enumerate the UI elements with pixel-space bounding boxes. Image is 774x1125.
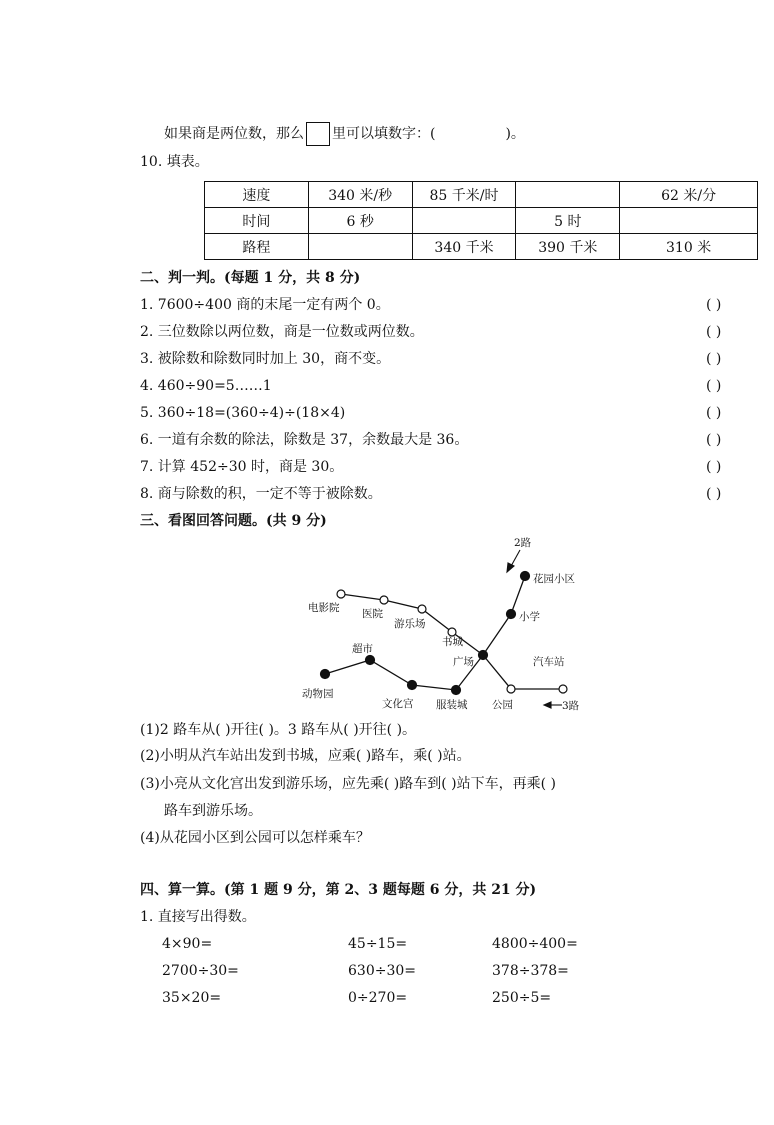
bus-route-map (290, 528, 610, 718)
table-cell: 62 米/分 (620, 182, 758, 208)
map-label-dongwuyuan: 动物园 (302, 688, 334, 700)
map-label-wenhuagong: 文化宫 (382, 698, 414, 710)
section-3-title: 三、看图回答问题。(共 9 分) (140, 513, 327, 529)
calc-item: 35×20= (162, 990, 222, 1006)
map-label-shucheng: 书城 (442, 636, 463, 648)
calc-item: 4×90= (162, 936, 213, 952)
table-cell: 340 千米 (412, 234, 516, 260)
stop-dongwuyuan (321, 670, 330, 679)
judge-answer-1[interactable]: ( ) (706, 297, 722, 313)
calc-item: 250÷5= (492, 990, 552, 1006)
calc-item: 378÷378= (492, 963, 569, 979)
judge-item-7: 7. 计算 452÷30 时，商是 30。 (140, 459, 344, 475)
judge-item-6: 6. 一道有余数的除法，除数是 37，余数最大是 36。 (140, 432, 469, 448)
calc-subtitle: 1. 直接写出得数。 (140, 909, 256, 925)
map-label-yiyuan: 医院 (362, 608, 383, 620)
map-label-guangchang: 广场 (453, 656, 474, 668)
judge-item-2: 2. 三位数除以两位数，商是一位数或两位数。 (140, 324, 424, 340)
q9-text-before: 如果商是两位数，那么 (164, 126, 304, 142)
calc-item: 630÷30= (348, 963, 416, 979)
table-cell: 340 米/秒 (308, 182, 412, 208)
calc-item: 45÷15= (348, 936, 408, 952)
stop-wenhuagong (408, 681, 417, 690)
table-cell: 5 时 (516, 208, 620, 234)
calc-item: 2700÷30= (162, 963, 239, 979)
map-question-1: (1)2 路车从( )开往( )。3 路车从( )开往( )。 (140, 722, 417, 738)
table-row (205, 234, 758, 260)
judge-item-3: 3. 被除数和除数同时加上 30，商不变。 (140, 351, 391, 367)
map-label-huayuan: 花园小区 (533, 573, 575, 585)
q9-line (164, 122, 525, 146)
route-2-arrowhead-icon (507, 563, 514, 572)
table-row (205, 208, 758, 234)
judge-answer-3[interactable]: ( ) (706, 351, 722, 367)
judge-answer-7[interactable]: ( ) (706, 459, 722, 475)
map-label-xiaoxue: 小学 (519, 611, 540, 623)
judge-answer-8[interactable]: ( ) (706, 486, 722, 502)
q9-text-after: 里可以填数字：( (332, 126, 436, 142)
table-cell: 85 千米/时 (412, 182, 516, 208)
stop-yiyuan (380, 596, 388, 604)
calc-item: 0÷270= (348, 990, 408, 1006)
map-label-qichezhan: 汽车站 (533, 656, 565, 668)
map-question-3: (3)小亮从文化宫出发到游乐场，应先乘( )路车到( )站下车，再乘( ) (140, 776, 556, 792)
judge-item-4: 4. 460÷90=5……1 (140, 378, 272, 394)
table-cell-blank[interactable] (620, 208, 758, 234)
table-cell-blank[interactable] (516, 182, 620, 208)
table-cell: 速度 (205, 182, 309, 208)
table-cell: 路程 (205, 234, 309, 260)
judge-item-1: 1. 7600÷400 商的末尾一定有两个 0。 (140, 297, 390, 313)
route-3-arrowhead-icon (544, 702, 551, 708)
map-question-2: (2)小明从汽车站出发到书城，应乘( )路车，乘( )站。 (140, 748, 471, 764)
map-label-gongyuan: 公园 (492, 699, 513, 711)
judge-answer-5[interactable]: ( ) (706, 405, 722, 421)
stop-shucheng (448, 628, 456, 636)
table-cell: 时间 (205, 208, 309, 234)
judge-answer-6[interactable]: ( ) (706, 432, 722, 448)
q9-text-end: )。 (505, 126, 525, 142)
table-cell: 6 秒 (308, 208, 412, 234)
stop-xiaoxue (507, 610, 516, 619)
stop-guangchang (479, 651, 488, 660)
map-label-youlechang: 游乐场 (394, 618, 426, 630)
q9-blank-box[interactable] (306, 122, 330, 146)
judge-item-5: 5. 360÷18=(360÷4)÷(18×4) (140, 405, 346, 421)
map-label-fuzhuangcheng: 服装城 (436, 699, 468, 711)
section-4-title: 四、算一算。(第 1 题 9 分，第 2、3 题每题 6 分，共 21 分) (140, 882, 537, 898)
judge-item-8: 8. 商与除数的积，一定不等于被除数。 (140, 486, 382, 502)
section-2-title: 二、判一判。(每题 1 分，共 8 分) (140, 270, 361, 286)
speed-table (204, 181, 758, 260)
table-cell: 390 千米 (516, 234, 620, 260)
table-cell-blank[interactable] (412, 208, 516, 234)
calc-item: 4800÷400= (492, 936, 578, 952)
table-cell: 310 米 (620, 234, 758, 260)
route-3-line (325, 655, 563, 690)
map-label-route2: 2路 (514, 537, 532, 549)
map-label-dianyingyuan: 电影院 (308, 602, 340, 614)
stop-gongyuan (507, 685, 515, 693)
stop-chaoshi (366, 656, 375, 665)
stop-youlechang (418, 605, 426, 613)
table-row (205, 182, 758, 208)
q10-title: 10. 填表。 (140, 154, 209, 170)
stop-dianyingyuan (337, 590, 345, 598)
map-question-3-cont: 路车到游乐场。 (164, 803, 262, 819)
judge-answer-2[interactable]: ( ) (706, 324, 722, 340)
table-cell-blank[interactable] (308, 234, 412, 260)
map-label-chaoshi: 超市 (352, 643, 373, 655)
stop-qichezhan (559, 685, 567, 693)
map-question-4: (4)从花园小区到公园可以怎样乘车？ (140, 830, 370, 846)
map-label-route3: 3路 (562, 700, 580, 712)
stop-fuzhuangcheng (452, 686, 461, 695)
stop-huayuan (521, 572, 530, 581)
judge-answer-4[interactable]: ( ) (706, 378, 722, 394)
